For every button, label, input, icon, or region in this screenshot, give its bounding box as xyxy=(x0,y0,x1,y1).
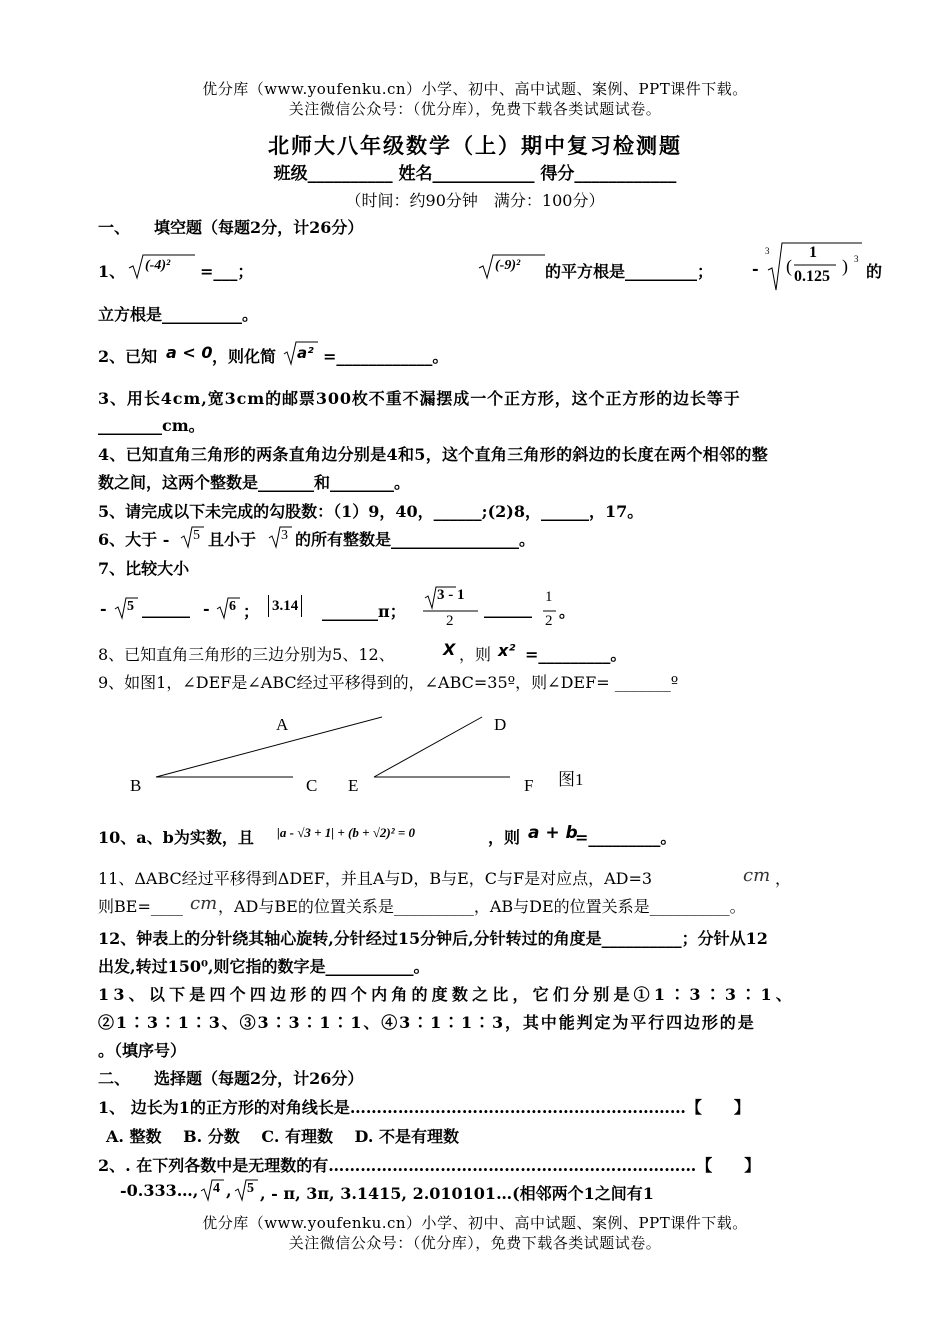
s2-q2: 2、. 在下列各数中是无理数的有……………………………………………………………【 】 xyxy=(98,1156,761,1175)
q6-tail: 的所有整数是________________。 xyxy=(295,530,536,549)
q2-tail: =____________。 xyxy=(323,347,449,366)
q7-a1: - xyxy=(100,599,107,618)
q10-tail: =_________。 xyxy=(575,828,677,847)
s2-q2-sqrt-4 xyxy=(200,1178,226,1206)
s2-q2-r5: 5 xyxy=(247,1181,254,1196)
q7-end: 。 xyxy=(559,602,576,621)
q1-minus: - xyxy=(752,259,759,278)
s2-q1-options: A. 整数 B. 分数 C. 有理数 D. 不是有理数 xyxy=(106,1127,459,1146)
q2-condition: a < 0 xyxy=(166,343,213,362)
q7-num: 3 - 1 xyxy=(437,587,465,603)
q2-radicand: a² xyxy=(297,344,314,362)
label-e: E xyxy=(348,776,359,795)
svg-text:): ) xyxy=(842,256,848,276)
q7-blank-3: ______ xyxy=(484,599,532,618)
q7-r5: 5 xyxy=(127,599,134,614)
q7-sqrt-6 xyxy=(216,596,242,624)
q13-line-2: ②1∶3∶1∶3、③3∶3∶1∶1、④3∶1∶1∶3，其中能判定为平行四边形的是 xyxy=(98,1013,756,1032)
q2-sqrt xyxy=(282,340,320,370)
q3-line-2: ________cm。 xyxy=(98,416,205,435)
q9: 9、如图1，∠DEF是∠ABC经过平移得到的，∠ABC=35º，则∠DEF= _______º xyxy=(98,673,679,692)
exam-info-line: 班级__________ 姓名____________ 得分____________ xyxy=(273,164,677,184)
section2-heading: 二、 选择题（每题2分，计26分） xyxy=(98,1069,364,1088)
label-b: B xyxy=(130,776,142,795)
q7-fraction-1 xyxy=(422,586,480,638)
q7-a2: - xyxy=(203,599,210,618)
q1-sqrt-2 xyxy=(477,252,547,284)
q7-blank-1: ______ xyxy=(142,599,190,618)
q6-sqrt-3 xyxy=(268,525,294,553)
q10-pre: 10、a、b为实数，且 xyxy=(98,828,254,847)
q6-sqrt-5 xyxy=(180,525,206,553)
q11-line-1: 11、ΔABC经过平移得到ΔDEF，并且A与D，B与E，C与F是对应点，AD=3 xyxy=(98,869,653,888)
q7-row xyxy=(100,587,900,638)
q6-r2: 3 xyxy=(281,528,288,543)
q8-x-squared: x² xyxy=(498,641,516,660)
q1-frac-num: 1 xyxy=(809,244,817,261)
q4-line-2: 数之间，这两个整数是_______和________。 xyxy=(98,473,411,492)
q11-line-2-tail: ，AD与BE的位置关系是__________，AB与DE的位置关系是__________。 xyxy=(218,897,746,916)
footer-line-1: 优分库（www.youfenku.cn）小学、初中、高中试题、案例、PPT课件下载。 xyxy=(202,1214,748,1232)
q11-line-2-pre: 则BE=____ xyxy=(98,897,183,916)
s2-q1: 1、 边长为1的正方形的对角线长是………………………………………………………【 】 xyxy=(98,1098,750,1117)
segment-ed xyxy=(374,717,482,777)
q1-expr-1: (-4)² xyxy=(145,258,171,273)
q1-frac-den: 0.125 xyxy=(794,268,830,285)
header-line-2: 关注微信公众号：（优分库），免费下载各类试题试卷。 xyxy=(288,100,662,118)
q12-line-2: 出发,转过150⁰,则它指的数字是___________。 xyxy=(98,957,430,976)
q1-line-2: 立方根是__________。 xyxy=(98,305,259,324)
q1-sqrt-1 xyxy=(127,252,197,284)
header-line-1: 优分库（www.youfenku.cn）小学、初中、高中试题、案例、PPT课件下载。 xyxy=(202,80,748,98)
q13-line-1: 13、以下是四个四边形的四个内角的度数之比，它们分别是①1∶3∶3∶1、 xyxy=(98,985,796,1004)
q6-pre: 6、大于 - xyxy=(98,530,170,549)
q8-pre: 8、已知直角三角形的三边分别为5、12、 xyxy=(98,645,395,664)
q7-half-den: 2 xyxy=(545,613,553,629)
q1-cuberoot xyxy=(764,240,864,296)
label-d: D xyxy=(494,715,507,734)
s2-q2-sqrt-5 xyxy=(234,1178,260,1206)
q1-expr-2: (-9)² xyxy=(495,258,521,273)
q7-r6: 6 xyxy=(229,599,236,614)
label-c: C xyxy=(306,776,318,795)
s2-q2-comma: , xyxy=(226,1181,232,1200)
q1-tail-3: 的 xyxy=(866,262,883,281)
q10-expr: |a - √3 + 1| + (b + √2)² = 0 xyxy=(277,825,416,840)
q7-blank-2: _______π； xyxy=(322,602,406,621)
q8-x: X xyxy=(443,640,456,659)
label-f: F xyxy=(524,776,534,795)
exam-title: 北师大八年级数学（上）期中复习检测题 xyxy=(268,134,682,158)
label-a: A xyxy=(276,715,289,734)
q4-line-1: 4、已知直角三角形的两条直角边分别是4和5，这个直角三角形的斜边的长度在两个相邻的整 xyxy=(98,445,768,464)
q11-line-1-end: ， xyxy=(775,869,792,888)
q7-title: 7、比较大小 xyxy=(98,559,190,578)
svg-text:3: 3 xyxy=(854,254,859,264)
q8-tail: =_________。 xyxy=(525,645,627,664)
q2-mid: ，则化简 xyxy=(212,347,277,366)
q1-tail-2: 的平方根是_________； xyxy=(545,262,714,281)
q13-line-3: 。（填序号） xyxy=(98,1041,187,1060)
q12-line-1: 12、钟表上的分针绕其轴心旋转,分针经过15分钟后,分针转过的角度是__________；分针从12 xyxy=(98,929,768,948)
q7-sep: ； xyxy=(243,602,260,621)
q7-half-num: 1 xyxy=(545,589,553,605)
q11-unit-2: cm xyxy=(190,893,218,914)
q2-pre: 2、已知 xyxy=(98,347,158,366)
s2-q2-r4: 4 xyxy=(213,1181,220,1196)
segment-ba xyxy=(156,717,382,777)
figure-1 xyxy=(120,705,620,800)
q7-sqrt-5 xyxy=(114,596,140,624)
s2-q2-pre: -0.333…, xyxy=(120,1181,199,1200)
q6-mid: 且小于 xyxy=(208,530,257,549)
figure-caption: 图1 xyxy=(558,770,584,789)
q7-den: 2 xyxy=(446,613,454,629)
q5: 5、请完成以下未完成的勾股数：（1）9，40，______;(2)8，______，17。 xyxy=(98,502,644,521)
exam-time-line: （时间：约90分钟 满分：100分） xyxy=(345,191,605,210)
svg-text:(: ( xyxy=(786,256,792,276)
q10-mid: ，则 xyxy=(488,828,521,847)
q11-unit-1: cm xyxy=(743,865,771,886)
q1-label: 1、 xyxy=(98,262,126,281)
q1-tail-1: =___； xyxy=(200,262,254,281)
q7-fraction-half xyxy=(542,586,558,638)
footer-line-2: 关注微信公众号：（优分库），免费下载各类试题试卷。 xyxy=(288,1234,662,1252)
q10-ab: a + b xyxy=(528,823,578,843)
q8-mid: ，则 xyxy=(459,645,492,664)
q7-abs xyxy=(268,595,302,617)
svg-text:3: 3 xyxy=(765,246,770,256)
q7-abs-value: 3.14 xyxy=(272,598,299,614)
section1-heading: 一、 填空题（每题2分，计26分） xyxy=(98,218,364,237)
q6-r1: 5 xyxy=(193,528,200,543)
s2-q2-numbers xyxy=(120,1177,820,1207)
q3-line-1: 3、用长4cm,宽3cm的邮票300枚不重不漏摆成一个正方形，这个正方形的边长等于 xyxy=(98,389,741,408)
s2-q2-tail: , - π, 3π, 3.1415, 2.010101…(相邻两个1之间有1 xyxy=(260,1184,654,1203)
